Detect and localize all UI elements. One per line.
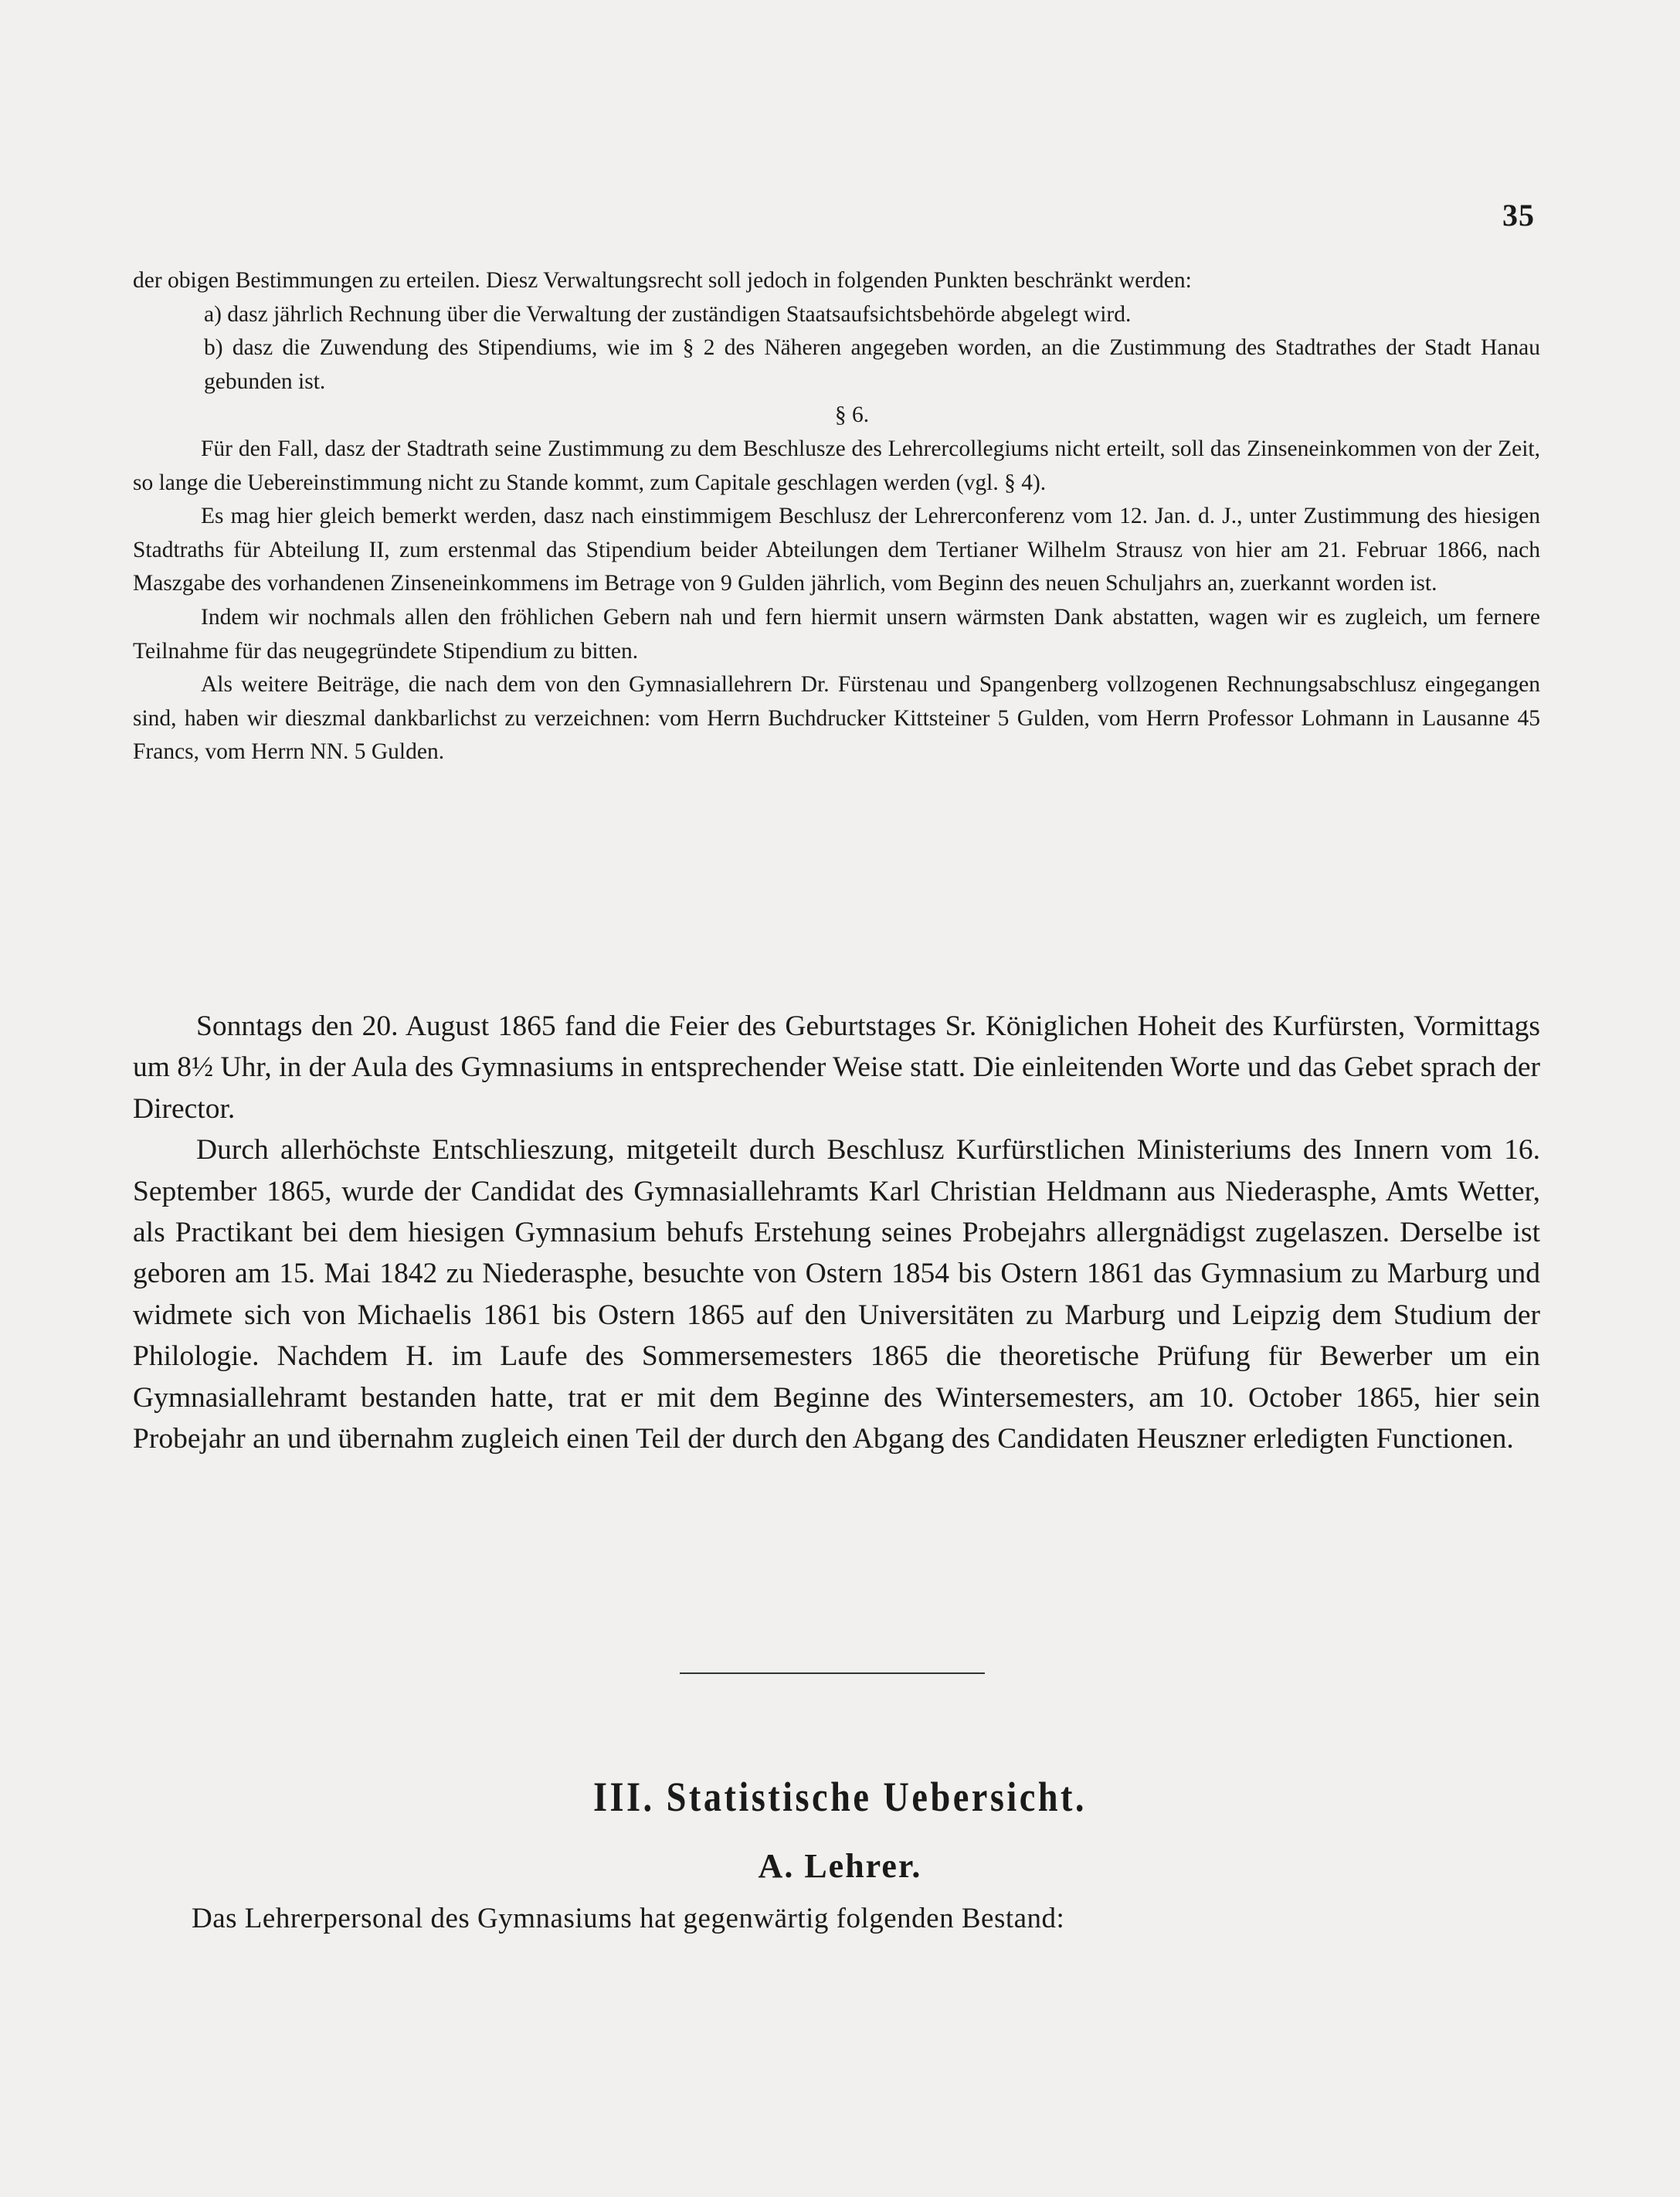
paragraph-birthday-celebration: Sonntags den 20. August 1865 fand die Feier des Geburtstages Sr. Königlichen Hoheit des Kurfürsten, Vormittags um 8½ Uhr, in der Aula des Gymnasiums in entsprechender Weise statt. Die einleitenden Worte und das Gebet sprach der Director. xyxy=(133,1010,1540,1125)
page-number: 35 xyxy=(1502,198,1535,233)
section-marker-6: § 6. xyxy=(834,402,870,428)
paragraph-candidate-heldmann: Durch allerhöchste Entschlieszung, mitgeteilt durch Beschlusz Kurfürstlichen Ministeriums des Innern vom 16. September 1865, wurde der Candidat des Gymnasiallehramts Karl Christian Heldmann aus Niederasphe, Amts Wetter, als Practikant bei dem hiesigen Gymnasium behufs Erstehung seines Probejahrs allergnädigst zugelaszen. Derselbe ist geboren am 15. Mai 1842 zu Niederasphe, besuchte von Ostern 1854 bis Ostern 1861 das Gymnasium zu Marburg und widmete sich von Michaelis 1861 bis Ostern 1865 auf den Universitäten zu Marburg und Leipzig dem Studium der Philologie. Nachdem H. im Laufe des Sommersemesters 1865 die theoretische Prüfung für Bewerber um ein Gymnasiallehramt bestanden hatte, trat er mit dem Beginne des Wintersemesters, am 10. October 1865, hier sein Probejahr an und übernahm zugleich einen Teil der durch den Abgang des Candidaten Heuszner erledigten Functionen. xyxy=(133,1134,1540,1455)
list-item-a: a) dasz jährlich Rechnung über die Verwaltung der zuständigen Staatsaufsichtsbehörde abgelegt wird. xyxy=(204,301,1132,327)
paragraph-administration: der obigen Bestimmungen zu erteilen. Diesz Verwaltungsrecht soll jedoch in folgenden Punkten beschränkt werden: xyxy=(133,268,1192,293)
list-item-b: b) dasz die Zuwendung des Stipendiums, wie im § 2 des Näheren angegeben worden, an die Zustimmung des Stadtrathes der Stadt Hanau gebunden ist. xyxy=(204,335,1540,394)
paragraph-stipend-award: Es mag hier gleich bemerkt werden, dasz nach einstimmigem Beschlusz der Lehrerconferenz vom 12. Jan. d. J., unter Zustimmung des hiesigen Stadtraths für Abteilung II, zum erstenmal das Stipendium beider Abteilungen dem Tertianer Wilhelm Strausz von hier am 21. Februar 1866, nach Maszgabe des vorhandenen Zinseneinkommens im Betrage von 9 Gulden jährlich, vom Beginn des neuen Schuljahrs an, zuerkannt worden ist. xyxy=(133,504,1540,596)
section-heading: III. Statistische Uebersicht. xyxy=(593,1774,1087,1820)
paragraph-city-council: Für den Fall, dasz der Stadtrath seine Zustimmung zu dem Beschlusze des Lehrercollegiums nicht erteilt, soll das Zinseneinkommen von der Zeit, so lange die Uebereinstimmung nicht zu Stande kommt, zum Capitale geschlagen werden (vgl. § 4). xyxy=(133,436,1540,495)
chronicle-text xyxy=(133,1006,1540,1459)
section-divider xyxy=(680,1672,985,1674)
foundation-statute-text xyxy=(133,264,1540,769)
paragraph-thanks: Indem wir nochmals allen den fröhlichen Gebern nah und fern hiermit unsern wärmsten Dank abstatten, wagen wir es zugleich, um fernere Teilnahme für das neugegründete Stipendium zu bitten. xyxy=(133,604,1540,664)
subsection-heading: A. Lehrer. xyxy=(758,1847,922,1885)
teachers-intro-line: Das Lehrerpersonal des Gymnasiums hat gegenwärtig folgenden Bestand: xyxy=(192,1903,1065,1934)
paragraph-contributions: Als weitere Beiträge, die nach dem von den Gymnasiallehrern Dr. Fürstenau und Spangenberg vollzogenen Rechnungsabschlusz eingegangen sind, haben wir dieszmal dankbarlichst zu verzeichnen: vom Herrn Buchdrucker Kittsteiner 5 Gulden, vom Herrn Professor Lohmann in Lausanne 45 Francs, vom Herrn NN. 5 Gulden. xyxy=(133,672,1540,765)
